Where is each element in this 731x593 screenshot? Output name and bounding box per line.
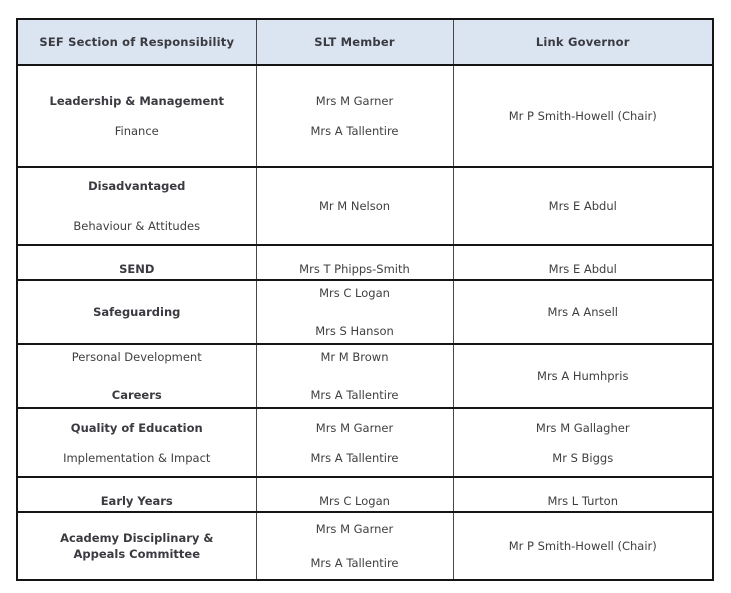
section-cell — [17, 167, 256, 245]
slt-line: Mrs A Tallentire — [310, 450, 399, 465]
slt-cell — [256, 477, 453, 512]
slt-cell — [256, 512, 453, 580]
governor-line: Mrs E Abdul — [548, 262, 617, 276]
governor-line: Mrs E Abdul — [548, 199, 617, 213]
governor-line: Mr P Smith-Howell (Chair) — [508, 539, 657, 553]
slt-line: Mrs M Garner — [315, 420, 394, 435]
section-cell — [17, 408, 256, 477]
header-row — [17, 19, 713, 65]
governor-line: Mr P Smith-Howell (Chair) — [508, 109, 657, 123]
table-row — [17, 245, 713, 280]
table-row — [17, 477, 713, 512]
slt-line: Mrs A Tallentire — [310, 388, 399, 402]
slt-line: Mrs M Garner — [315, 94, 394, 108]
slt-line: Mrs S Hanson — [315, 324, 394, 338]
governor-cell — [453, 408, 713, 477]
slt-cell — [256, 344, 453, 408]
header-slt-member: SLT Member — [256, 19, 453, 65]
governor-line: Mrs A Ansell — [547, 305, 618, 319]
section-line: Implementation & Impact — [63, 450, 211, 465]
table-row — [17, 65, 713, 167]
section-cell — [17, 65, 256, 167]
slt-cell — [256, 65, 453, 167]
section-cell — [17, 512, 256, 580]
slt-line: Mrs C Logan — [319, 286, 390, 300]
header-link-governor: Link Governor — [453, 19, 713, 65]
governor-line: Mrs L Turton — [547, 494, 618, 508]
section-cell — [17, 245, 256, 280]
table-row — [17, 512, 713, 580]
slt-line: Mrs C Logan — [319, 494, 390, 508]
section-line: Careers — [111, 388, 162, 402]
slt-line: Mrs A Tallentire — [310, 556, 399, 570]
table-row — [17, 344, 713, 408]
section-line: Safeguarding — [93, 305, 181, 319]
slt-line: Mrs A Tallentire — [310, 124, 399, 138]
governor-cell — [453, 512, 713, 580]
section-cell — [17, 477, 256, 512]
governor-cell — [453, 477, 713, 512]
table-row — [17, 408, 713, 477]
governor-cell — [453, 65, 713, 167]
section-line: Academy Disciplinary & — [60, 531, 214, 545]
governor-cell — [453, 280, 713, 344]
section-line: Personal Development — [71, 350, 202, 364]
section-line: Leadership & Management — [49, 94, 224, 108]
slt-cell — [256, 245, 453, 280]
header-sef-section: SEF Section of Responsibility — [17, 19, 256, 65]
governor-line: Mr S Biggs — [552, 450, 614, 465]
section-line: Quality of Education — [70, 420, 203, 435]
slt-cell — [256, 167, 453, 245]
section-line: SEND — [119, 262, 155, 276]
responsibility-table — [16, 18, 714, 581]
section-line: Appeals Committee — [73, 547, 201, 561]
table-row — [17, 280, 713, 344]
section-line: Disadvantaged — [88, 179, 186, 193]
section-line: Finance — [114, 124, 159, 138]
section-cell — [17, 280, 256, 344]
slt-cell — [256, 408, 453, 477]
section-line: Behaviour & Attitudes — [73, 219, 201, 233]
governor-cell — [453, 344, 713, 408]
slt-line: Mr M Brown — [320, 350, 389, 364]
slt-cell — [256, 280, 453, 344]
slt-line: Mrs T Phipps-Smith — [299, 262, 410, 276]
section-line: Early Years — [100, 494, 173, 508]
governor-line: Mrs M Gallagher — [535, 420, 630, 435]
slt-line: Mrs M Garner — [315, 522, 394, 536]
section-cell — [17, 344, 256, 408]
governor-line: Mrs A Humhpris — [537, 369, 629, 383]
table-row — [17, 167, 713, 245]
governor-cell — [453, 167, 713, 245]
governor-cell — [453, 245, 713, 280]
slt-line: Mr M Nelson — [318, 199, 391, 213]
